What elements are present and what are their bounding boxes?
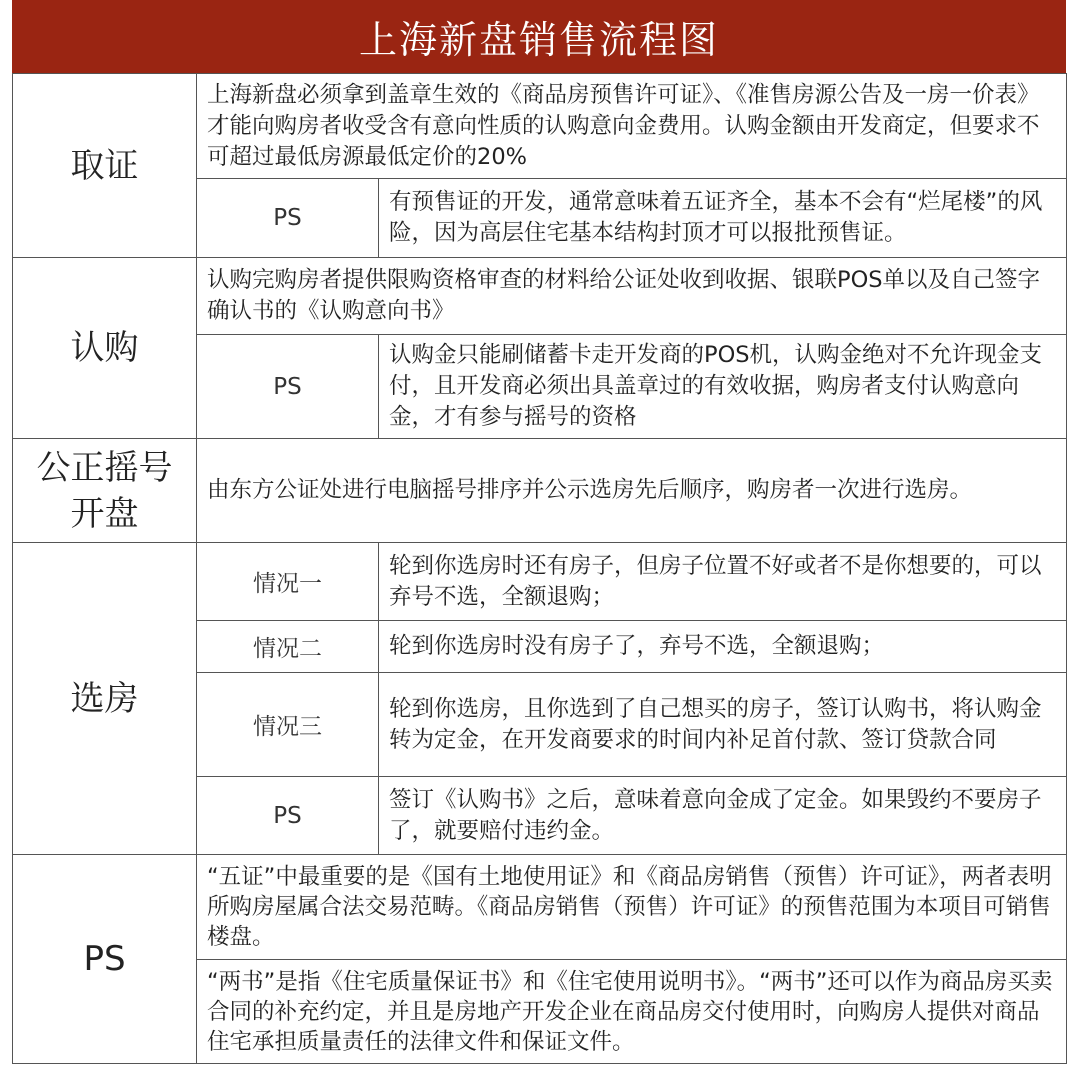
yao-hao-label-line1: 公正摇号 xyxy=(36,447,173,488)
section-label-yao-hao xyxy=(13,439,197,543)
ren-gou-ps-label: PS xyxy=(197,335,379,439)
qu-zheng-ps-label: PS xyxy=(197,179,379,258)
ps-note-two-books: “两书”是指《住宅质量保证书》和《住宅使用说明书》。“两书”还可以作为商品房买卖合同的补充约定，并且是房地产开发企业在商品房交付使用时，向购房人提供对商品住宅承担质量责任的法律文件和保证文件。 xyxy=(197,960,1067,1064)
case-label: 情况一 xyxy=(197,543,379,621)
table-row xyxy=(13,74,1067,179)
table-row xyxy=(13,258,1067,335)
table-row xyxy=(13,855,1067,960)
table-row xyxy=(13,543,1067,621)
ren-gou-main-text: 认购完购房者提供限购资格审查的材料给公证处收到收据、银联POS单以及自己签字确认书的《认购意向书》 xyxy=(197,258,1067,335)
case-label: PS xyxy=(197,777,379,855)
ren-gou-ps-text: 认购金只能刷储蓄卡走开发商的POS机，认购金绝对不允许现金支付，且开发商必须出具盖章过的有效收据，购房者支付认购意向金，才有参与摇号的资格 xyxy=(379,335,1067,439)
page-title: 上海新盘销售流程图 xyxy=(12,0,1066,73)
qu-zheng-ps-text: 有预售证的开发，通常意味着五证齐全，基本不会有“烂尾楼”的风险，因为高层住宅基本结构封顶才可以报批预售证。 xyxy=(379,179,1067,258)
yao-hao-main-text: 由东方公证处进行电脑摇号排序并公示选房先后顺序，购房者一次进行选房。 xyxy=(197,439,1067,543)
case-text: 轮到你选房，且你选到了自己想买的房子，签订认购书，将认购金转为定金，在开发商要求的时间内补足首付款、签订贷款合同 xyxy=(379,673,1067,777)
section-label-xuan-fang: 选房 xyxy=(13,543,197,855)
section-label-ren-gou: 认购 xyxy=(13,258,197,439)
section-label-ps: PS xyxy=(13,855,197,1064)
case-text: 轮到你选房时没有房子了，弃号不选，全额退购； xyxy=(379,621,1067,673)
process-table xyxy=(12,73,1067,1064)
ps-note-five-certificates: “五证”中最重要的是《国有土地使用证》和《商品房销售（预售）许可证》，两者表明所购房屋属合法交易范畴。《商品房销售（预售）许可证》的预售范围为本项目可销售楼盘。 xyxy=(197,855,1067,960)
table-row xyxy=(13,439,1067,543)
yao-hao-label-line2: 开盘 xyxy=(70,493,139,534)
section-label-qu-zheng: 取证 xyxy=(13,74,197,258)
case-text: 轮到你选房时还有房子，但房子位置不好或者不是你想要的，可以弃号不选，全额退购； xyxy=(379,543,1067,621)
case-label: 情况三 xyxy=(197,673,379,777)
case-label: 情况二 xyxy=(197,621,379,673)
case-text: 签订《认购书》之后，意味着意向金成了定金。如果毁约不要房子了，就要赔付违约金。 xyxy=(379,777,1067,855)
qu-zheng-main-text: 上海新盘必须拿到盖章生效的《商品房预售许可证》、《准售房源公告及一房一价表》才能向购房者收受含有意向性质的认购意向金费用。认购金额由开发商定，但要求不可超过最低房源最低定价的20% xyxy=(197,74,1067,179)
